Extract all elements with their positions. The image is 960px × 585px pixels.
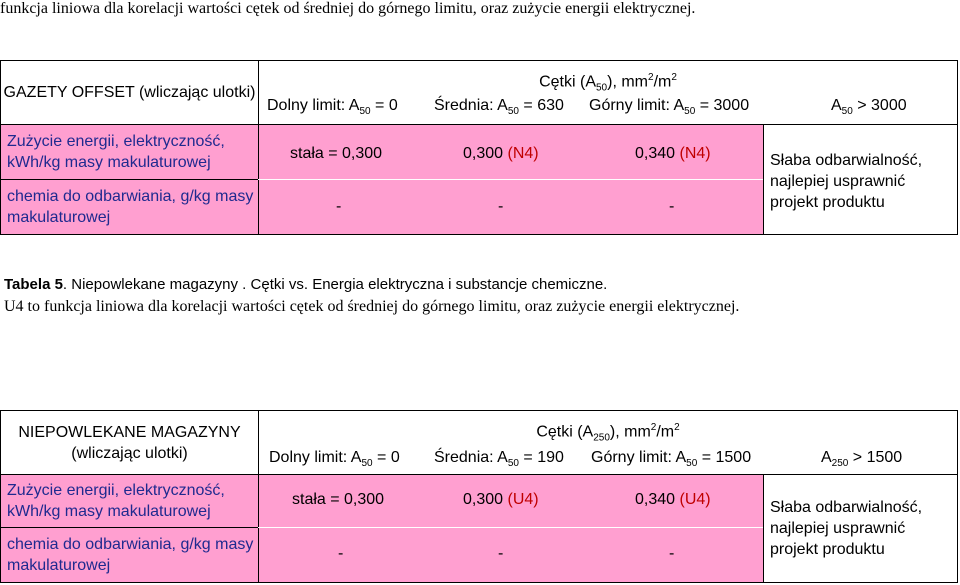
table2-row-chemistry-label: chemia do odbarwiania, g/kg masy makulaturowej bbox=[0, 527, 259, 583]
table2-dash-1: - bbox=[338, 545, 344, 562]
top-text-line: funkcja liniowa dla korelacji wartości cętek od średniej do górnego limitu, oraz zużycie energii elektrycznej. bbox=[0, 0, 696, 17]
table2-side-note: Słaba odbarwialność, najlepiej usprawnić projekt produktu bbox=[770, 499, 923, 558]
table2-corner-text: NIEPOWLEKANE MAGAZYNY (wliczając ulotki) bbox=[18, 423, 241, 462]
table-note: U4 to funkcja liniowa dla korelacji wartości cętek od średniej do górnego limitu, oraz zużycie energii elektrycznej. bbox=[4, 298, 740, 315]
table2-row-energy-label: Zużycie energii, elektryczność, kWh/kg masy makulaturowej bbox=[0, 474, 259, 528]
table1-col-lower: Dolny limit: $A_{50} = 0$ bbox=[267, 97, 398, 118]
table1-dash-1: - bbox=[336, 198, 342, 215]
table1-dash-3: - bbox=[669, 198, 675, 215]
table2-col-upper: Górny limit: $A_{50} = 1500$ bbox=[591, 449, 752, 470]
table1-value-constant: stała = 0,300 bbox=[290, 145, 383, 162]
table1-row-chemistry-label: chemia do odbarwiania, g/kg masy makulaturowej bbox=[0, 179, 259, 235]
table2-header-cell bbox=[258, 410, 958, 475]
table1-header-title: Cętki $(A_{50})$, $mm^2/m^2$ bbox=[539, 71, 677, 94]
table1-corner-text: GAZETY OFFSET (wliczając ulotki) bbox=[3, 83, 256, 101]
table2-corner-cell bbox=[0, 410, 259, 475]
table1-side-note: Słaba odbarwialność, najlepiej usprawnić projekt produktu bbox=[770, 152, 923, 211]
table1-row-energy-label: Zużycie energii, elektryczność, kWh/kg masy makulaturowej bbox=[0, 124, 259, 180]
table2-header-title: Cętki $(A_{250})$, $mm^2/m^2$ bbox=[536, 421, 680, 444]
table2-dash-3: - bbox=[669, 545, 675, 562]
table1-header-cell bbox=[258, 60, 958, 125]
table2-col-mean: Średnia: $A_{50} = 190$ bbox=[434, 449, 564, 470]
table1-column-headers bbox=[259, 95, 957, 117]
table2-col-lower: Dolny limit: $A_{50} = 0$ bbox=[269, 449, 400, 470]
table1-dash-2: - bbox=[498, 198, 504, 215]
table2-value-constant: stała = 0,300 bbox=[292, 491, 385, 508]
table1-corner-cell bbox=[0, 60, 259, 125]
table2-value-upper: 0,340 (U4) bbox=[635, 491, 711, 508]
table1-col-upper: Górny limit: $A_{50} = 3000$ bbox=[589, 97, 750, 118]
table1-values-divider bbox=[258, 179, 764, 180]
table2-value-mean: 0,300 (U4) bbox=[463, 491, 539, 508]
table2-dash-2: - bbox=[498, 545, 504, 562]
table2-column-headers bbox=[259, 445, 957, 470]
table2-col-above: $A_{250} > 1500$ bbox=[821, 449, 903, 470]
table1-value-mean: 0,300 (N4) bbox=[463, 145, 539, 162]
table1-col-above: $A_{50} > 3000$ bbox=[831, 97, 907, 118]
table-caption: Tabela 5. Niepowlekane magazyny . Cętki vs. Energia elektryczna i substancje chemiczne. bbox=[4, 276, 608, 293]
table1-col-mean: Średnia: $A_{50} = 630$ bbox=[434, 97, 564, 118]
table1-value-upper: 0,340 (N4) bbox=[635, 145, 711, 162]
table2-values-divider bbox=[258, 527, 764, 528]
